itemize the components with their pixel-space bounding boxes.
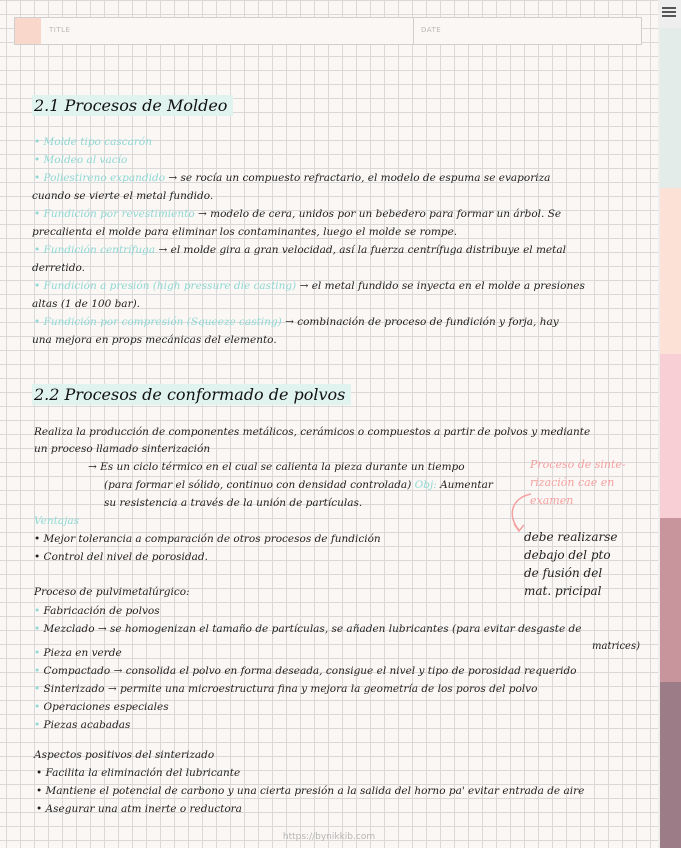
section-tab-1[interactable]: [660, 28, 681, 188]
side-note: mat. pricipal: [524, 584, 602, 598]
footer-url[interactable]: https://bynikkib.com: [282, 832, 376, 842]
aspectos-label: Aspectos positivos del sinterizado: [34, 749, 215, 761]
page-header: [14, 17, 642, 45]
pm-item: • Compactado → consolida el polvo en forma deseada, consigue el nivel y tipo de porosidad requerido: [34, 665, 577, 677]
pm-item: • Mezclado → se homogenizan el tamaño de partículas, se añaden lubricantes (para evitar desgaste de: [34, 623, 582, 635]
side-note: de fusión del: [524, 566, 603, 580]
moldeo-bullet-item: • Fundición a presión (high pressure die casting) → el metal fundido se inyecta en el molde a presiones: [34, 280, 585, 292]
pm-item: • Pieza en verde: [34, 647, 122, 659]
moldeo-bullet-item: • Moldeo al vacío: [34, 154, 128, 166]
aspecto-item: • Facilita la eliminación del lubricante: [36, 767, 241, 779]
definition-line: (para formar el sólido, continuo con densidad controlada) Obj: Aumentar: [104, 479, 493, 491]
title-label: TITLE: [49, 26, 71, 34]
intro-line: Realiza la producción de componentes metálicos, cerámicos o compuestos a partir de polvos y mediante: [34, 426, 591, 438]
moldeo-bullet-item: • Poliestireno expandido → se rocía un compuesto refractario, el modelo de espuma se evaporiza: [34, 172, 551, 184]
date-label: DATE: [421, 26, 442, 34]
header-color-swatch: [15, 18, 41, 44]
moldeo-bullet-item: • Fundición por revestimiento → modelo de cera, unidos por un bebedero para formar un árbol. Se: [34, 208, 562, 220]
pm-item: • Piezas acabadas: [34, 719, 131, 731]
moldeo-line: derretido.: [32, 262, 85, 274]
pm-item: • Sinterizado → permite una microestructura fina y mejora la geometría de los poros del polvo: [34, 683, 538, 695]
pm-item: • Fabricación de polvos: [34, 605, 160, 617]
definition-line: su resistencia a través de la unión de partículas.: [104, 497, 363, 509]
pm-continuation: matrices): [592, 641, 640, 652]
section-tab-2[interactable]: [660, 188, 681, 354]
exam-note: rización cae en: [530, 476, 615, 489]
ventaja-item: • Control del nivel de porosidad.: [34, 551, 208, 563]
hamburger-menu-icon[interactable]: [662, 5, 676, 19]
section-tab-4[interactable]: [660, 518, 681, 682]
moldeo-line: altas (1 de 100 bar).: [32, 298, 141, 310]
section-tab-3[interactable]: [660, 354, 681, 518]
intro-line: un proceso llamado sinterización: [34, 443, 211, 455]
moldeo-line: una mejora en props mecánicas del elemento.: [32, 334, 277, 346]
aspecto-item: • Mantiene el potencial de carbono y una cierta presión a la salida del horno pa' evitar entrada de aire: [36, 785, 585, 797]
pm-label: Proceso de pulvimetalúrgico:: [34, 586, 190, 598]
moldeo-line: precalienta el molde para eliminar los contaminantes, luego el molde se rompe.: [32, 226, 458, 238]
ventajas-label: Ventajas: [34, 515, 79, 527]
section-heading-polvos: 2.2 Procesos de conformado de polvos: [32, 384, 351, 405]
side-note: debajo del pto: [524, 548, 611, 562]
pm-item: • Operaciones especiales: [34, 701, 169, 713]
definition-line: → Es un ciclo térmico en el cual se calienta la pieza durante un tiempo: [88, 461, 465, 473]
moldeo-bullet-item: • Fundición por compresión (Squeeze casting) → combinación de proceso de fundición y forja, hay: [34, 316, 559, 328]
moldeo-bullet-item: • Fundición centrífuga → el molde gira a gran velocidad, así la fuerza centrífuga distribuye el metal: [34, 244, 566, 256]
aspecto-item: • Asegurar una atm inerte o reductora: [36, 803, 242, 815]
exam-note: examen: [530, 494, 574, 507]
ventaja-item: • Mejor tolerancia a comparación de otros procesos de fundición: [34, 533, 381, 545]
side-note: debe realizarse: [524, 530, 618, 544]
exam-note: Proceso de sinte-: [530, 458, 626, 471]
section-tab-5[interactable]: [660, 682, 681, 848]
section-heading-moldeo: 2.1 Procesos de Moldeo: [32, 95, 233, 116]
moldeo-line: cuando se vierte el metal fundido.: [32, 190, 214, 202]
moldeo-bullet-item: • Molde tipo cascarón: [34, 136, 152, 148]
